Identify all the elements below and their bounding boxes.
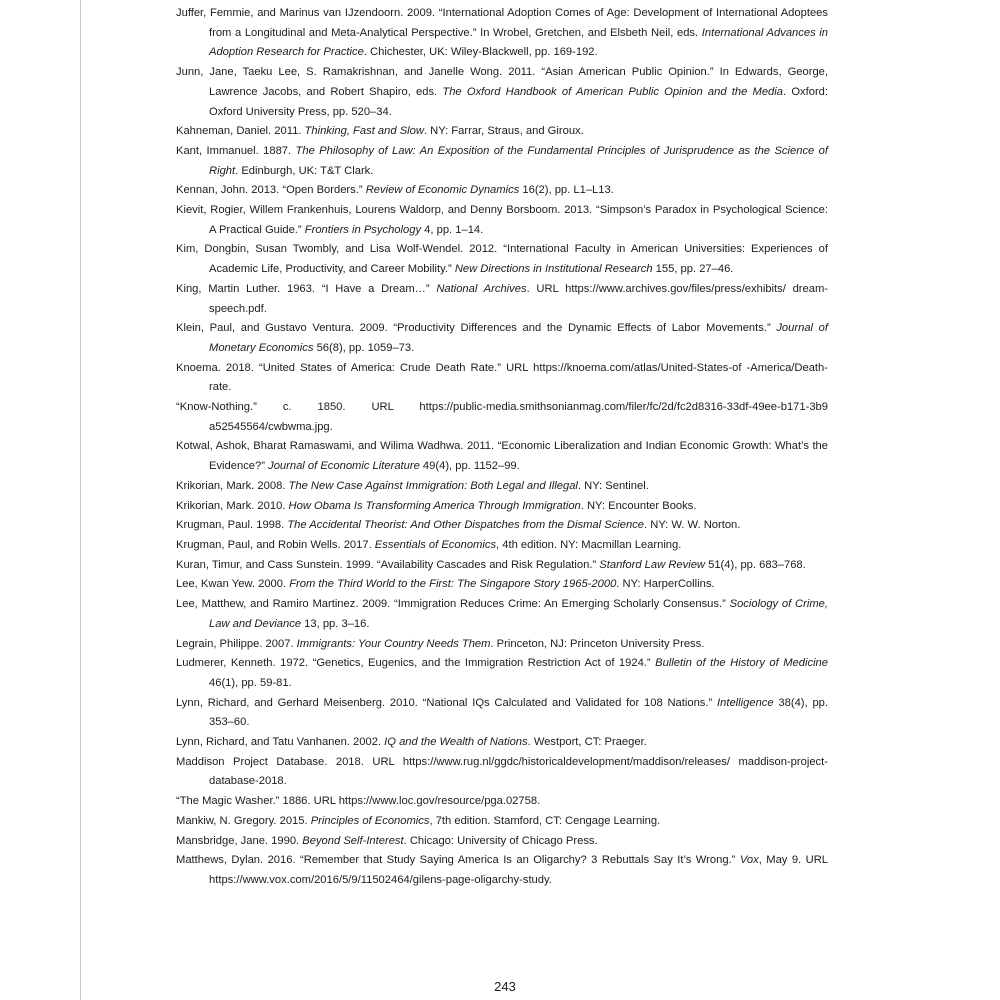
reference-title: The Oxford Handbook of American Public Opinion and the Media — [442, 85, 783, 98]
reference-details: , May 9. URL https://www.vox.com/2016/5/9/11502464/gilens-page-oligarchy-study. — [209, 854, 828, 886]
reference-text: Lynn, Richard, and Tatu Vanhanen. 2002. — [176, 736, 385, 749]
reference-entry — [176, 832, 828, 852]
reference-details: 46(1), pp. 59-81. — [209, 676, 292, 689]
reference-details: 38(4), pp. 353–60. — [209, 696, 828, 729]
reference-details: , 4th edition. NY: Macmillan Learning. — [496, 538, 682, 551]
reference-details: . Oxford: Oxford University Press, pp. 520–34. — [209, 85, 828, 118]
reference-details: . Edinburgh, UK: T&T Clark. — [235, 164, 374, 177]
reference-entry — [176, 556, 828, 576]
reference-entry — [176, 280, 828, 319]
reference-text: Mankiw, N. Gregory. 2015. — [176, 814, 311, 827]
reference-entry — [176, 122, 828, 142]
reference-title: Review of Economic Dynamics — [365, 184, 520, 197]
reference-text: Kievit, Rogier, Willem Frankenhuis, Lourens Waldorp, and Denny Borsboom. 2013. “Simpson’s Paradox in Psychological Science: A Practical Guide.” — [176, 204, 828, 236]
reference-entry — [176, 497, 828, 517]
reference-details: . NY: Farrar, Straus, and Giroux. — [423, 125, 584, 138]
reference-entry — [176, 437, 828, 476]
reference-entry — [176, 240, 828, 279]
reference-entry — [176, 694, 828, 733]
reference-text: Junn, Jane, Taeku Lee, S. Ramakrishnan, and Janelle Wong. 2011. “Asian American Public Opinion.” In Edwards, George, Lawrence Jacobs, and Robert Shapiro, eds. — [176, 66, 828, 98]
reference-entry — [176, 536, 828, 556]
reference-entry — [176, 733, 828, 753]
reference-entry — [176, 63, 828, 122]
reference-text: Krikorian, Mark. 2010. — [176, 499, 289, 512]
reference-title: The Accidental Theorist: And Other Dispatches from the Dismal Science — [287, 519, 645, 532]
reference-details: 155, pp. 27–46. — [652, 263, 734, 276]
reference-text: Juffer, Femmie, and Marinus van IJzendoorn. 2009. “International Adoption Comes of Age: Development of International Adoptees from a Longitudinal and Meta-Analytical Perspective.” In Wrobel, Gretchen, and Elsbeth Neil, eds. — [176, 7, 828, 39]
reference-title: Sociology of Crime, Law and Deviance — [209, 598, 828, 630]
reference-details: . Chichester, UK: Wiley-Blackwell, pp. 169-192. — [363, 46, 598, 59]
reference-entry — [176, 477, 828, 497]
reference-entry — [176, 398, 828, 437]
reference-title: Principles of Economics — [310, 814, 430, 827]
reference-text: Krikorian, Mark. 2008. — [176, 479, 289, 492]
reference-entry — [176, 359, 828, 398]
reference-details: 16(2), pp. L1–L13. — [519, 184, 614, 197]
reference-title: Thinking, Fast and Slow — [304, 125, 424, 138]
reference-text: Kant, Immanuel. 1887. — [176, 144, 296, 157]
reference-entry — [176, 181, 828, 201]
reference-title: Beyond Self-Interest — [302, 834, 404, 847]
reference-entry — [176, 753, 828, 792]
reference-details: . Chicago: University of Chicago Press. — [403, 834, 598, 847]
reference-title: Bulletin of the History of Medicine — [655, 657, 829, 670]
reference-entry — [176, 851, 828, 890]
reference-text: Lynn, Richard, and Gerhard Meisenberg. 2010. “National IQs Calculated and Validated for 108 Nations.” — [176, 696, 718, 709]
reference-entry — [176, 575, 828, 595]
reference-text: Klein, Paul, and Gustavo Ventura. 2009. “Productivity Differences and the Dynamic Effects of Labor Movements.” — [176, 322, 777, 335]
reference-entry — [176, 635, 828, 655]
reference-title: Journal of Economic Literature — [268, 460, 420, 473]
reference-entry — [176, 812, 828, 832]
reference-text: Lee, Matthew, and Ramiro Martinez. 2009. “Immigration Reduces Crime: An Emerging Scholarly Consensus.” — [176, 598, 730, 611]
reference-title: From the Third World to the First: The Singapore Story 1965-2000 — [289, 578, 617, 591]
reference-text: Matthews, Dylan. 2016. “Remember that Study Saying America Is an Oligarchy? 3 Rebuttals Say It’s Wrong.” — [176, 854, 740, 867]
reference-title: The New Case Against Immigration: Both Legal and Illegal — [288, 479, 578, 492]
reference-entry — [176, 319, 828, 358]
reference-entry — [176, 595, 828, 634]
reference-text: Knoema. 2018. “United States of America: Crude Death Rate.” URL https://knoema.com/atlas/United-States-of -America/Death-rate. — [176, 361, 828, 394]
reference-text: Kotwal, Ashok, Bharat Ramaswami, and Wilima Wadhwa. 2011. “Economic Liberalization and Indian Economic Growth: What’s the Evidence?” — [176, 440, 828, 473]
reference-text: Kennan, John. 2013. “Open Borders.” — [176, 184, 366, 197]
reference-details: . Westport, CT: Praeger. — [527, 736, 647, 749]
reference-entry — [176, 654, 828, 693]
reference-details: . NY: W. W. Norton. — [644, 519, 741, 532]
reference-details: . NY: HarperCollins. — [616, 578, 715, 591]
reference-text: Kuran, Timur, and Cass Sunstein. 1999. “Availability Cascades and Risk Regulation.” — [176, 558, 600, 571]
reference-title: The Philosophy of Law: An Exposition of the Fundamental Principles of Jurisprudence as the Science of Right — [209, 144, 828, 177]
reference-title: Journal of Monetary Economics — [209, 322, 828, 354]
reference-text: Krugman, Paul. 1998. — [176, 519, 288, 532]
reference-entry — [176, 792, 828, 812]
reference-details: 56(8), pp. 1059–73. — [313, 341, 415, 354]
reference-title: How Obama Is Transforming America Through Immigration — [288, 499, 581, 512]
reference-details: 13, pp. 3–16. — [301, 617, 370, 630]
reference-text: “Know-Nothing.” c. 1850. URL https://public-media.smithsonianmag.com/filer/fc/2d/fc2d8316-33df-49ee-b171-3b9 a52545564/cwbwma.jpg. — [176, 401, 828, 433]
reference-details: , 7th edition. Stamford, CT: Cengage Learning. — [429, 814, 661, 827]
reference-details: . NY: Encounter Books. — [580, 499, 697, 512]
reference-text: Mansbridge, Jane. 1990. — [176, 834, 303, 847]
reference-title: IQ and the Wealth of Nations — [384, 736, 528, 749]
reference-entry — [176, 142, 828, 181]
reference-title: Frontiers in Psychology — [304, 223, 422, 236]
reference-text: Ludmerer, Kenneth. 1972. “Genetics, Eugenics, and the Immigration Restriction Act of 1924.” — [176, 657, 656, 670]
reference-text: Kim, Dongbin, Susan Twombly, and Lisa Wolf-Wendel. 2012. “International Faculty in American Universities: Experiences of Academic Life, Productivity, and Career Mobility.” — [176, 243, 828, 276]
reference-title: Immigrants: Your Country Needs Them — [296, 637, 491, 650]
reference-title: International Advances in Adoption Research for Practice — [209, 26, 829, 59]
reference-title: New Directions in Institutional Research — [454, 263, 653, 276]
reference-text: Lee, Kwan Yew. 2000. — [176, 578, 290, 591]
reference-details: 51(4), pp. 683–768. — [705, 558, 806, 571]
reference-text: “The Magic Washer.” 1886. URL https://www.loc.gov/resource/pga.02758. — [176, 795, 541, 808]
reference-text: Kahneman, Daniel. 2011. — [176, 125, 305, 138]
reference-entry — [176, 201, 828, 240]
reference-title: National Archives — [436, 282, 527, 295]
reference-details: . NY: Sentinel. — [577, 479, 649, 492]
reference-entry — [176, 4, 828, 63]
reference-details: . Princeton, NJ: Princeton University Press. — [490, 637, 705, 650]
reference-text: King, Martin Luther. 1963. “I Have a Dream…” — [176, 282, 437, 295]
reference-title: Intelligence — [717, 696, 774, 709]
reference-details: 4, pp. 1–14. — [421, 223, 484, 236]
reference-entry — [176, 516, 828, 536]
reference-details: 49(4), pp. 1152–99. — [419, 460, 520, 473]
page-edge-divider — [80, 0, 81, 1000]
bibliography-list — [176, 4, 828, 891]
reference-title: Stanford Law Review — [599, 558, 705, 571]
page-number: 243 — [494, 979, 516, 994]
reference-text: Maddison Project Database. 2018. URL https://www.rug.nl/ggdc/historicaldevelopment/maddison/releases/ maddison-project-database-2018. — [176, 755, 828, 788]
reference-title: Vox — [739, 854, 759, 867]
reference-title: Essentials of Economics — [374, 538, 497, 551]
reference-text: Legrain, Philippe. 2007. — [176, 637, 297, 650]
reference-details: . URL https://www.archives.gov/files/press/exhibits/ dream-speech.pdf. — [209, 282, 829, 315]
reference-text: Krugman, Paul, and Robin Wells. 2017. — [176, 538, 375, 551]
